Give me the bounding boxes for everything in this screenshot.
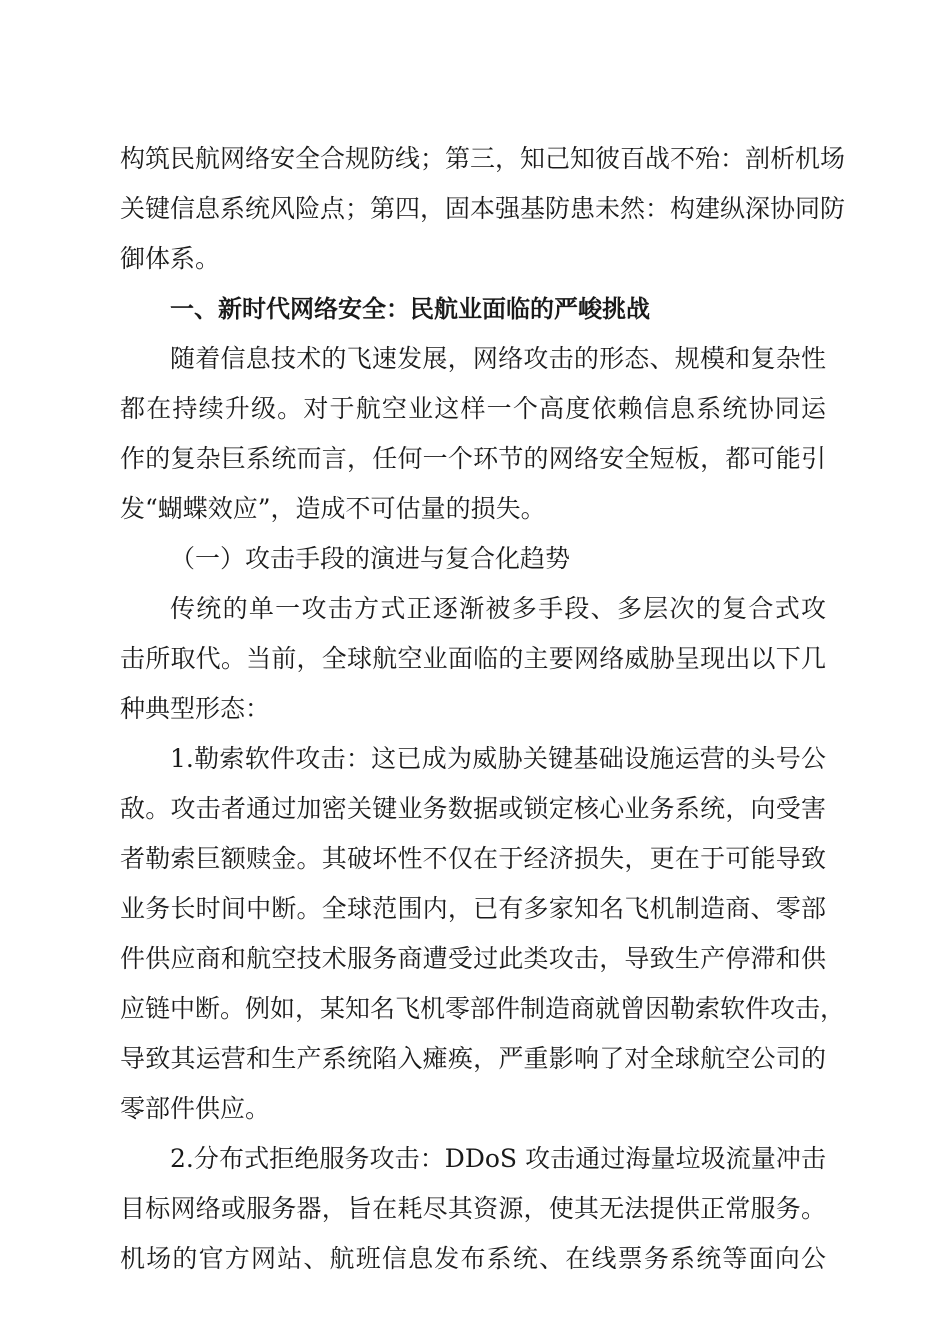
subsection-heading: （一）攻击手段的演进与复合化趋势 [170, 544, 571, 573]
body-text-line: 零部件供应。 [120, 1094, 271, 1123]
body-text-line: 应链中断。例如，某知名飞机零部件制造商就曾因勒索软件攻击， [120, 994, 846, 1023]
body-text-line: 发“蝴蝶效应”，造成不可估量的损失。 [120, 494, 546, 523]
body-text-line: 传统的单一攻击方式正逐渐被多手段、多层次的复合式攻 [170, 594, 826, 623]
body-text-line: 目标网络或服务器，旨在耗尽其资源，使其无法提供正常服务。 [120, 1194, 826, 1223]
body-text-line: 业务长时间中断。全球范围内，已有多家知名飞机制造商、零部 [120, 894, 826, 923]
body-text-line: 御体系。 [120, 244, 221, 273]
body-text-line: 构筑民航网络安全合规防线；第三，知己知彼百战不殆：剖析机场 [120, 144, 846, 173]
body-text-line: 件供应商和航空技术服务商遭受过此类攻击，导致生产停滞和供 [120, 944, 826, 973]
body-text-line: 导致其运营和生产系统陷入瘫痪，严重影响了对全球航空公司的 [120, 1044, 826, 1073]
body-text-line: 者勒索巨额赎金。其破坏性不仅在于经济损失，更在于可能导致 [120, 844, 826, 873]
body-text-line: 种典型形态： [120, 694, 271, 723]
body-text-line: 关键信息系统风险点；第四，固本强基防患未然：构建纵深协同防 [120, 194, 846, 223]
body-text-line: 2.分布式拒绝服务攻击：DDoS 攻击通过海量垃圾流量冲击 [170, 1144, 826, 1173]
body-text-line: 作的复杂巨系统而言，任何一个环节的网络安全短板，都可能引 [120, 444, 826, 473]
body-text-line: 都在持续升级。对于航空业这样一个高度依赖信息系统协同运 [120, 394, 826, 423]
body-text-line: 随着信息技术的飞速发展，网络攻击的形态、规模和复杂性 [170, 344, 826, 373]
body-text-line: 击所取代。当前，全球航空业面临的主要网络威胁呈现出以下几 [120, 644, 826, 673]
section-heading: 一、新时代网络安全：民航业面临的严峻挑战 [170, 295, 650, 323]
body-text-line: 1.勒索软件攻击：这已成为威胁关键基础设施运营的头号公 [170, 744, 826, 773]
body-text-line: 机场的官方网站、航班信息发布系统、在线票务系统等面向公 [120, 1244, 826, 1273]
body-text-line: 敌。攻击者通过加密关键业务数据或锁定核心业务系统，向受害 [120, 794, 826, 823]
